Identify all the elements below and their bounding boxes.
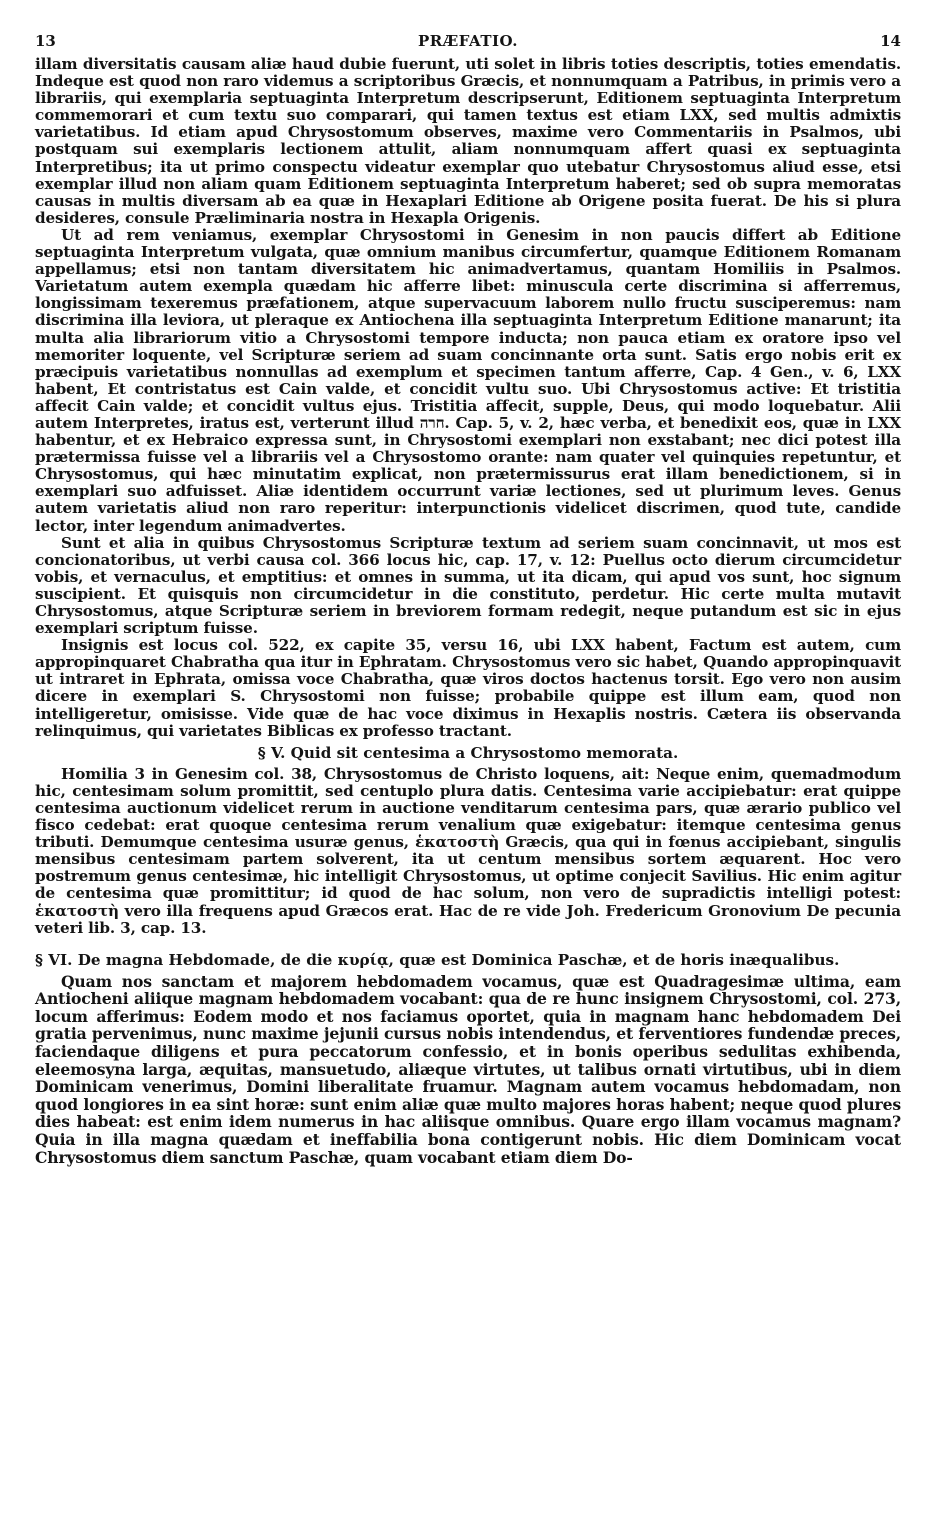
- running-header: [35, 30, 901, 56]
- paragraph-2: Ut ad rem veniamus, exemplar Chrysostomi in Genesim in non paucis differt ab Editione septuaginta Interpretum vulgata, quæ omnium manibus circumfertur, quamque Editionem Romanam appellamus; etsi non tantam diversitatem hic animadvertamus, quantam Homiliis in Psalmos. Varietatum autem exempla quædam hic afferre libet: minuscula certe discrimina si afferremus, longissimam texeremus præfationem, atque supervacuum laborem nullo fructu susciperemus: nam discrimina illa leviora, ut pleraque ex Antiochena illa septuaginta Interpretum Editione manarunt; ita multa alia librariorum vitio a Chrysostomi tempore inducta; non pauca etiam ex oratore ipso vel memoriter loquente, vel Scripturæ seriem ad suam concinnante orta sunt. Satis ergo nobis erit ex præcipuis varietatibus nonnullas ad exemplum et specimen tantum afferre, Cap. 4 Gen., v. 6, LXX habent, Et contristatus est Cain valde, et concidit vultu suo. Ubi Chrysostomus active: Et tristitia affecit Cain valde; et concidit vultus ejus. Tristitia affecit, supple, Deus, qui modo loquebatur. Alii autem Interpretes, iratus est, verterunt illud חרה. Cap. 5, v. 2, hæc verba, et benedixit eos, quæ in LXX habentur, et ex Hebraico expressa sunt, in Chrysostomi exemplari non exstabant; nec dici potest illa prætermissa fuisse vel a librariis vel a Chrysostomo orante: nam quater vel quinquies repetuntur, et Chrysostomus, qui hæc minutatim explicat, non prætermissurus erat illam benedictionem, si in exemplari suo adfuisset. Aliæ identidem occurrunt variæ lectiones, sed ut plurimum leves. Genus autem varietatis aliud non raro reperitur: interpunctionis videlicet discrimen, quod tute, candide lector, inter legendum animadvertes.: [35, 225, 901, 535]
- paragraph-6-block: [35, 973, 901, 1167]
- right-page-number: 14: [880, 32, 901, 50]
- section-heading-5: § V. Quid sit centesima a Chrysostomo memorata.: [257, 743, 679, 762]
- paragraph-4: Insignis est locus col. 522, ex capite 35, versu 16, ubi LXX habent, Factum est autem, cum appropinquaret Chabratha qua itur in Ephratam. Chrysostomus vero sic habet, Quando appropinquavit ut intraret in Ephrata, omissa voce Chabratha, quæ viros doctos hactenus torsit. Ego vero non ausim dicere in exemplari S. Chrysostomi non fuisse; probabile quippe est illum eam, quod non intelligeretur, omisisse. Vide quæ de hac voce diximus in Hexaplis nostris. Cætera iis observanda relinquimus, qui varietates Biblicas ex professo tractant.: [35, 636, 901, 740]
- page: [35, 30, 901, 1166]
- paragraph-5: Homilia 3 in Genesim col. 38, Chrysostomus de Christo loquens, ait: Neque enim, quemadmodum hic, centesimam solum promittit, sed centuplo plura datis. Centesima varie accipiebatur: erat quippe centesima auctionum videlicet rerum in auctione venditarum centesima pars, quæ ærario publico vel fisco cedebat: erat quoque centesima rerum venalium quæ exigebatur: itemque centesima genus tributi. Demumque centesima usuræ genus, ἑκατοστὴ Græcis, qua qui in fœnus accipiebant, singulis mensibus centesimam partem solverent, ita ut centum mensibus sortem æquarent. Hoc vero postremum genus centesimæ, hic intelligit Chrysostomus, ut optime conjecit Savilius. Hic enim agitur de centesima quæ promittitur; id quod de hac solum, non vero de supradictis intelligi potest: ἑκατοστὴ vero illa frequens apud Græcos erat. Hac de re vide Joh. Fredericum Gronovium De pecunia veteri lib. 3, cap. 13.: [35, 764, 901, 937]
- section-heading-6: § VI. De magna Hebdomade, de die κυρίᾳ, quæ est Dominica Paschæ, et de horis inæqualibus.: [35, 950, 840, 969]
- text-body: [35, 56, 901, 1166]
- paragraph-6: Quam nos sanctam et majorem hebdomadem vocamus, quæ est Quadragesimæ ultima, eam Antiocheni aliique magnam hebdomadem vocabant: qua de re hunc insignem Chrysostomi, col. 273, locum afferimus: Eodem modo et nos faciamus oportet, quia in magnam hanc hebdomadem Dei gratia pervenimus, nunc maxime jejunii cursus nobis intendendus, et ferventiores fundendæ preces, faciendaque diligens et pura peccatorum confessio, et in bonis operibus sedulitas exhibenda, eleemosyna larga, æquitas, mansuetudo, aliæque virtutes, ut talibus ornati virtutibus, ubi in diem Dominicam venerimus, Domini liberalitate fruamur. Magnam autem vocamus hebdomadam, non quod longiores in ea sint horæ: sunt enim aliæ quæ multo majores horas habent; neque quod plures dies habeat: est enim idem numerus in hac aliisque omnibus. Quare ergo illam vocamus magnam? Quia in illa magna quædam et ineffabilia bona contigerunt nobis. Hic diem Dominicam vocat Chrysostomus diem sanctum Paschæ, quam vocabant etiam diem Do-: [35, 971, 901, 1167]
- running-title: PRÆFATIO.: [418, 32, 518, 50]
- paragraph-3: Sunt et alia in quibus Chrysostomus Scripturæ textum ad seriem suam concinnavit, ut mos est concionatoribus, ut verbi causa col. 366 locus hic, cap. 17, v. 12: Puellus octo dierum circumcidetur vobis, et vernaculus, et emptitius: et omnes in summa, ut ita dicam, qui apud vos sunt, hoc signum suscipient. Et quisquis non circumcidetur in die constituto, perdetur. Hic certe multa mutavit Chrysostomus, atque Scripturæ seriem in breviorem formam redegit, neque putandum est sic in ejus exemplari scriptum fuisse.: [35, 533, 901, 638]
- paragraph-1: illam diversitatis causam aliæ haud dubie fuerunt, uti solet in libris toties descriptis, toties emendatis. Indeque est quod non raro videmus a scriptoribus Græcis, et nonnumquam a Patribus, in primis vero a librariis, qui exemplaria septuaginta Interpretum descripserunt, Editionem septuaginta Interpretum commemorari et cum textu suo comparari, qui tamen textus est etiam LXX, sed multis admixtis varietatibus. Id etiam apud Chrysostomum observes, maxime vero Commentariis in Psalmos, ubi postquam sui exemplaris lectionem attulit, aliam nonnumquam affert quasi ex septuaginta Interpretibus; ita ut primo conspectu videatur exemplar quo utebatur Chrysostomus aliud esse, etsi exemplar illud non aliam quam Editionem septuaginta Interpretum haberet; sed ob supra memoratas causas in multis diversam ab ea quæ in Hexaplari Editione ab Origene posita fuerat. De his si plura desideres, consule Præliminaria nostra in Hexapla Origenis.: [35, 55, 901, 227]
- left-page-number: 13: [35, 32, 56, 50]
